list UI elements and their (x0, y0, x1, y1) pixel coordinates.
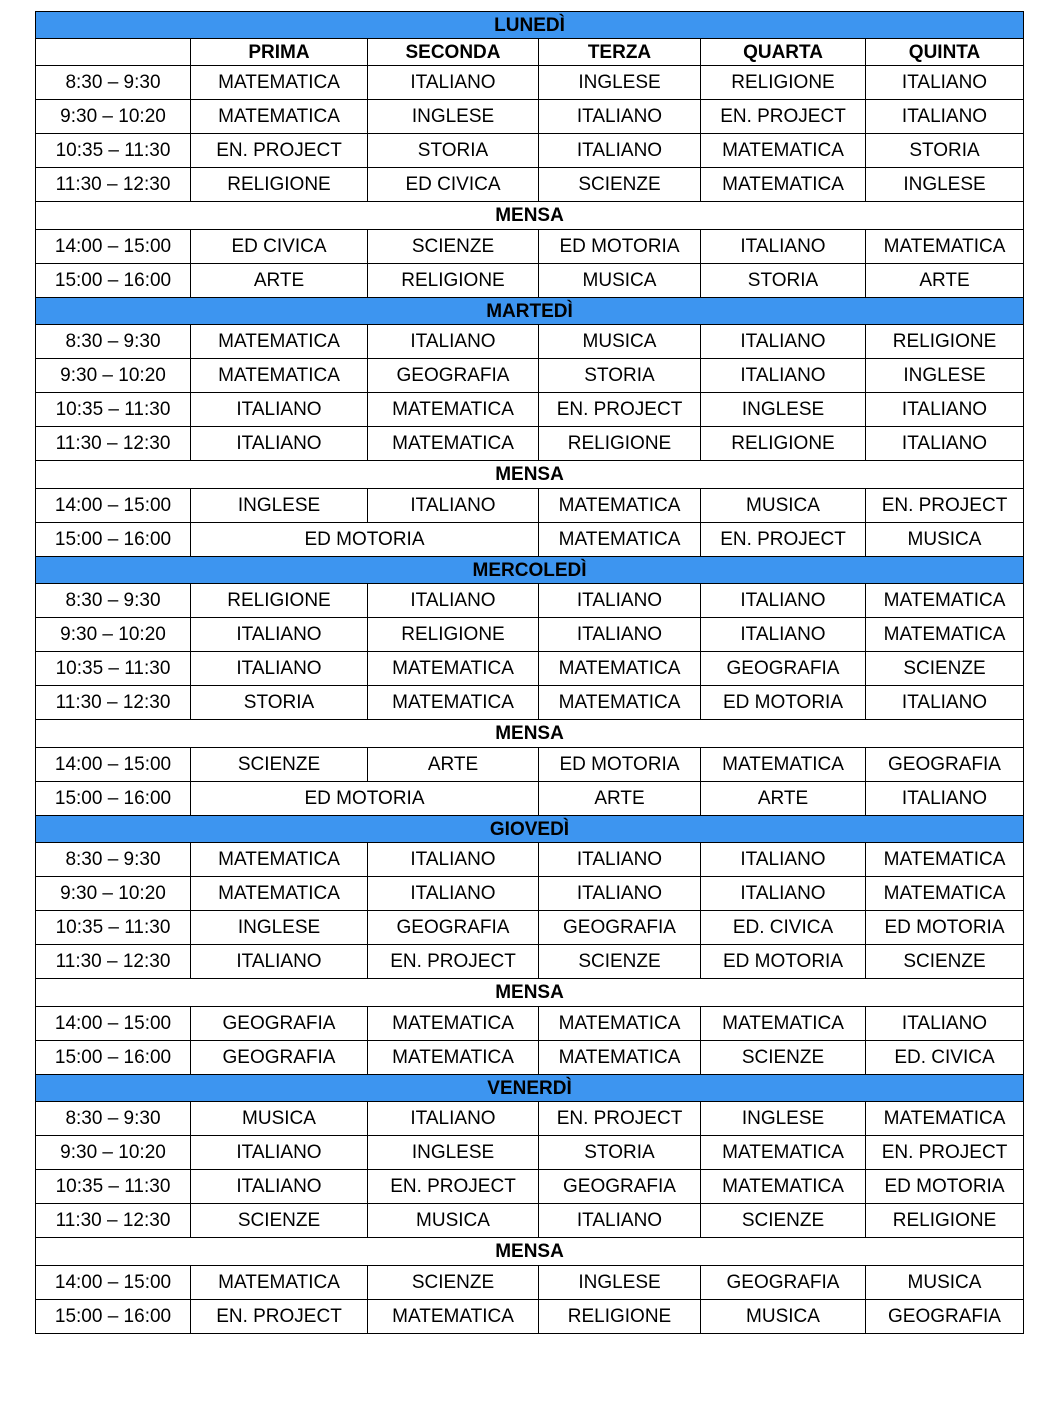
lesson-row (36, 1136, 1024, 1170)
lesson-row (36, 393, 1024, 427)
subject-cell: MATEMATICA (701, 168, 866, 202)
timetable-body (36, 12, 1024, 1334)
subject-cell: ITALIANO (701, 843, 866, 877)
subject-cell: ED MOTORIA (701, 945, 866, 979)
day-name: VENERDÌ (36, 1075, 1024, 1102)
lesson-row (36, 1204, 1024, 1238)
subject-cell: INGLESE (866, 168, 1024, 202)
lesson-row (36, 748, 1024, 782)
time-slot-cell: 10:35 – 11:30 (36, 652, 191, 686)
time-slot-cell: 8:30 – 9:30 (36, 325, 191, 359)
lesson-row (36, 100, 1024, 134)
lesson-row (36, 1102, 1024, 1136)
subject-cell: ITALIANO (368, 325, 539, 359)
mensa-label: MENSA (36, 202, 1024, 230)
subject-cell: GEOGRAFIA (539, 1170, 701, 1204)
subject-cell: GEOGRAFIA (701, 652, 866, 686)
subject-cell: ITALIANO (539, 584, 701, 618)
subject-cell: GEOGRAFIA (368, 359, 539, 393)
subject-cell: ED CIVICA (368, 168, 539, 202)
subject-cell: STORIA (866, 134, 1024, 168)
subject-cell: INGLESE (368, 100, 539, 134)
lesson-row (36, 652, 1024, 686)
weekly-timetable (35, 11, 1024, 1334)
subject-cell: ED. CIVICA (866, 1041, 1024, 1075)
subject-cell: ITALIANO (539, 877, 701, 911)
subject-cell: MATEMATICA (368, 393, 539, 427)
subject-cell: RELIGIONE (368, 264, 539, 298)
subject-cell: SCIENZE (866, 652, 1024, 686)
subject-cell: MATEMATICA (539, 686, 701, 720)
subject-cell: INGLESE (701, 393, 866, 427)
subject-cell: MATEMATICA (191, 843, 368, 877)
lesson-row (36, 945, 1024, 979)
subject-cell: ITALIANO (866, 100, 1024, 134)
subject-cell: MUSICA (539, 325, 701, 359)
subject-cell: ITALIANO (191, 427, 368, 461)
lesson-row (36, 168, 1024, 202)
mensa-label: MENSA (36, 1238, 1024, 1266)
subject-cell: MATEMATICA (539, 652, 701, 686)
day-header-row (36, 557, 1024, 584)
subject-cell: MATEMATICA (368, 1041, 539, 1075)
subject-cell: ITALIANO (539, 843, 701, 877)
subject-cell: MATEMATICA (368, 686, 539, 720)
subject-cell: ITALIANO (368, 843, 539, 877)
subject-cell: MATEMATICA (191, 877, 368, 911)
subject-cell: MATEMATICA (539, 523, 701, 557)
subject-cell: EN. PROJECT (539, 393, 701, 427)
time-slot-cell: 8:30 – 9:30 (36, 1102, 191, 1136)
subject-cell: ARTE (191, 264, 368, 298)
subject-cell: EN. PROJECT (368, 1170, 539, 1204)
lesson-row (36, 325, 1024, 359)
time-slot-cell: 14:00 – 15:00 (36, 489, 191, 523)
subject-cell: ARTE (539, 782, 701, 816)
subject-cell: MUSICA (866, 1266, 1024, 1300)
mensa-label: MENSA (36, 720, 1024, 748)
subject-cell: RELIGIONE (866, 1204, 1024, 1238)
subject-cell: GEOGRAFIA (191, 1041, 368, 1075)
subject-cell: ITALIANO (368, 584, 539, 618)
subject-cell: ED MOTORIA (701, 686, 866, 720)
time-slot-cell: 11:30 – 12:30 (36, 427, 191, 461)
time-slot-cell: 14:00 – 15:00 (36, 1266, 191, 1300)
subject-cell: ITALIANO (701, 877, 866, 911)
subject-cell: EN. PROJECT (701, 523, 866, 557)
subject-cell: GEOGRAFIA (701, 1266, 866, 1300)
subject-cell: MUSICA (368, 1204, 539, 1238)
day-header-row (36, 12, 1024, 39)
subject-cell: STORIA (539, 359, 701, 393)
time-slot-cell: 11:30 – 12:30 (36, 168, 191, 202)
subject-cell: MATEMATICA (701, 748, 866, 782)
lesson-row (36, 1170, 1024, 1204)
subject-cell: RELIGIONE (539, 1300, 701, 1334)
time-slot-cell: 14:00 – 15:00 (36, 1007, 191, 1041)
lunch-break-row (36, 202, 1024, 230)
subject-cell: SCIENZE (368, 230, 539, 264)
lesson-row (36, 134, 1024, 168)
subject-cell: ITALIANO (539, 618, 701, 652)
time-slot-cell: 11:30 – 12:30 (36, 945, 191, 979)
subject-cell: ED MOTORIA (191, 782, 539, 816)
lesson-row (36, 782, 1024, 816)
time-slot-cell: 8:30 – 9:30 (36, 66, 191, 100)
subject-cell: ITALIANO (701, 584, 866, 618)
subject-cell: STORIA (701, 264, 866, 298)
subject-cell: INGLESE (191, 489, 368, 523)
time-slot-cell: 14:00 – 15:00 (36, 748, 191, 782)
time-slot-cell: 8:30 – 9:30 (36, 843, 191, 877)
subject-cell: GEOGRAFIA (866, 1300, 1024, 1334)
subject-cell: MATEMATICA (866, 843, 1024, 877)
subject-cell: RELIGIONE (866, 325, 1024, 359)
subject-cell: MUSICA (701, 1300, 866, 1334)
subject-cell: EN. PROJECT (191, 1300, 368, 1334)
subject-cell: MATEMATICA (866, 584, 1024, 618)
lesson-row (36, 584, 1024, 618)
subject-cell: MATEMATICA (368, 1300, 539, 1334)
lesson-row (36, 359, 1024, 393)
subject-cell: INGLESE (701, 1102, 866, 1136)
class-header-cell: QUARTA (701, 39, 866, 66)
subject-cell: INGLESE (368, 1136, 539, 1170)
time-slot-cell: 15:00 – 16:00 (36, 782, 191, 816)
subject-cell: INGLESE (539, 1266, 701, 1300)
lunch-break-row (36, 1238, 1024, 1266)
subject-cell: RELIGIONE (368, 618, 539, 652)
lesson-row (36, 1007, 1024, 1041)
subject-cell: ITALIANO (866, 66, 1024, 100)
day-name: MERCOLEDÌ (36, 557, 1024, 584)
lesson-row (36, 264, 1024, 298)
subject-cell: ITALIANO (866, 393, 1024, 427)
subject-cell: ED MOTORIA (866, 1170, 1024, 1204)
time-slot-cell: 10:35 – 11:30 (36, 393, 191, 427)
time-header-cell (36, 39, 191, 66)
subject-cell: GEOGRAFIA (539, 911, 701, 945)
lesson-row (36, 66, 1024, 100)
lesson-row (36, 877, 1024, 911)
subject-cell: RELIGIONE (701, 427, 866, 461)
subject-cell: MATEMATICA (866, 230, 1024, 264)
lesson-row (36, 1266, 1024, 1300)
subject-cell: RELIGIONE (701, 66, 866, 100)
mensa-label: MENSA (36, 461, 1024, 489)
subject-cell: ITALIANO (701, 230, 866, 264)
subject-cell: SCIENZE (191, 1204, 368, 1238)
subject-cell: ITALIANO (539, 100, 701, 134)
subject-cell: MUSICA (539, 264, 701, 298)
subject-cell: ITALIANO (191, 618, 368, 652)
subject-cell: MATEMATICA (701, 1170, 866, 1204)
subject-cell: ITALIANO (866, 427, 1024, 461)
mensa-label: MENSA (36, 979, 1024, 1007)
lunch-break-row (36, 461, 1024, 489)
subject-cell: RELIGIONE (191, 168, 368, 202)
lesson-row (36, 427, 1024, 461)
subject-cell: STORIA (539, 1136, 701, 1170)
subject-cell: GEOGRAFIA (866, 748, 1024, 782)
subject-cell: INGLESE (539, 66, 701, 100)
subject-cell: MUSICA (191, 1102, 368, 1136)
subject-cell: EN. PROJECT (539, 1102, 701, 1136)
subject-cell: ARTE (701, 782, 866, 816)
time-slot-cell: 9:30 – 10:20 (36, 877, 191, 911)
subject-cell: MATEMATICA (368, 1007, 539, 1041)
lunch-break-row (36, 720, 1024, 748)
time-slot-cell: 10:35 – 11:30 (36, 1170, 191, 1204)
subject-cell: MATEMATICA (368, 427, 539, 461)
lesson-row (36, 686, 1024, 720)
subject-cell: ARTE (866, 264, 1024, 298)
subject-cell: RELIGIONE (539, 427, 701, 461)
time-slot-cell: 9:30 – 10:20 (36, 1136, 191, 1170)
subject-cell: MATEMATICA (191, 100, 368, 134)
subject-cell: EN. PROJECT (368, 945, 539, 979)
time-slot-cell: 9:30 – 10:20 (36, 359, 191, 393)
subject-cell: MATEMATICA (701, 1007, 866, 1041)
lesson-row (36, 523, 1024, 557)
subject-cell: EN. PROJECT (866, 489, 1024, 523)
subject-cell: ED CIVICA (191, 230, 368, 264)
subject-cell: SCIENZE (539, 168, 701, 202)
time-slot-cell: 15:00 – 16:00 (36, 264, 191, 298)
day-header-row (36, 298, 1024, 325)
subject-cell: SCIENZE (191, 748, 368, 782)
subject-cell: MATEMATICA (539, 1041, 701, 1075)
subject-cell: ED MOTORIA (539, 230, 701, 264)
subject-cell: ITALIANO (539, 134, 701, 168)
day-header-row (36, 1075, 1024, 1102)
class-header-cell: PRIMA (191, 39, 368, 66)
subject-cell: MATEMATICA (191, 1266, 368, 1300)
lesson-row (36, 843, 1024, 877)
subject-cell: EN. PROJECT (191, 134, 368, 168)
subject-cell: MATEMATICA (701, 134, 866, 168)
subject-cell: ITALIANO (701, 359, 866, 393)
subject-cell: INGLESE (866, 359, 1024, 393)
subject-cell: ED MOTORIA (539, 748, 701, 782)
subject-cell: MATEMATICA (866, 618, 1024, 652)
subject-cell: INGLESE (191, 911, 368, 945)
lesson-row (36, 489, 1024, 523)
time-slot-cell: 10:35 – 11:30 (36, 134, 191, 168)
lesson-row (36, 230, 1024, 264)
subject-cell: ARTE (368, 748, 539, 782)
subject-cell: SCIENZE (539, 945, 701, 979)
lunch-break-row (36, 979, 1024, 1007)
subject-cell: SCIENZE (368, 1266, 539, 1300)
time-slot-cell: 15:00 – 16:00 (36, 1041, 191, 1075)
day-name: MARTEDÌ (36, 298, 1024, 325)
lesson-row (36, 911, 1024, 945)
subject-cell: MATEMATICA (866, 877, 1024, 911)
subject-cell: SCIENZE (701, 1204, 866, 1238)
subject-cell: ITALIANO (368, 1102, 539, 1136)
subject-cell: ITALIANO (368, 489, 539, 523)
lesson-row (36, 1300, 1024, 1334)
subject-cell: MUSICA (701, 489, 866, 523)
subject-cell: ITALIANO (701, 325, 866, 359)
subject-cell: GEOGRAFIA (191, 1007, 368, 1041)
time-slot-cell: 9:30 – 10:20 (36, 100, 191, 134)
subject-cell: ITALIANO (866, 782, 1024, 816)
subject-cell: STORIA (368, 134, 539, 168)
subject-cell: ITALIANO (701, 618, 866, 652)
subject-cell: MATEMATICA (539, 1007, 701, 1041)
time-slot-cell: 11:30 – 12:30 (36, 1204, 191, 1238)
subject-cell: MATEMATICA (368, 652, 539, 686)
day-header-row (36, 816, 1024, 843)
subject-cell: MATEMATICA (866, 1102, 1024, 1136)
subject-cell: ITALIANO (191, 652, 368, 686)
subject-cell: RELIGIONE (191, 584, 368, 618)
class-header-row (36, 39, 1024, 66)
subject-cell: ITALIANO (866, 1007, 1024, 1041)
subject-cell: ITALIANO (368, 877, 539, 911)
time-slot-cell: 11:30 – 12:30 (36, 686, 191, 720)
time-slot-cell: 9:30 – 10:20 (36, 618, 191, 652)
class-header-cell: QUINTA (866, 39, 1024, 66)
subject-cell: EN. PROJECT (701, 100, 866, 134)
class-header-cell: SECONDA (368, 39, 539, 66)
subject-cell: MATEMATICA (191, 359, 368, 393)
subject-cell: MATEMATICA (191, 66, 368, 100)
lesson-row (36, 618, 1024, 652)
subject-cell: ITALIANO (368, 66, 539, 100)
time-slot-cell: 15:00 – 16:00 (36, 523, 191, 557)
subject-cell: MATEMATICA (539, 489, 701, 523)
subject-cell: SCIENZE (701, 1041, 866, 1075)
subject-cell: ITALIANO (191, 1170, 368, 1204)
time-slot-cell: 15:00 – 16:00 (36, 1300, 191, 1334)
subject-cell: MATEMATICA (191, 325, 368, 359)
lesson-row (36, 1041, 1024, 1075)
subject-cell: ITALIANO (191, 945, 368, 979)
subject-cell: MUSICA (866, 523, 1024, 557)
subject-cell: GEOGRAFIA (368, 911, 539, 945)
subject-cell: SCIENZE (866, 945, 1024, 979)
time-slot-cell: 14:00 – 15:00 (36, 230, 191, 264)
subject-cell: ITALIANO (191, 1136, 368, 1170)
subject-cell: ED. CIVICA (701, 911, 866, 945)
time-slot-cell: 10:35 – 11:30 (36, 911, 191, 945)
subject-cell: STORIA (191, 686, 368, 720)
subject-cell: ITALIANO (539, 1204, 701, 1238)
subject-cell: ITALIANO (191, 393, 368, 427)
subject-cell: EN. PROJECT (866, 1136, 1024, 1170)
day-name: GIOVEDÌ (36, 816, 1024, 843)
subject-cell: ED MOTORIA (191, 523, 539, 557)
time-slot-cell: 8:30 – 9:30 (36, 584, 191, 618)
subject-cell: ITALIANO (866, 686, 1024, 720)
subject-cell: MATEMATICA (701, 1136, 866, 1170)
subject-cell: ED MOTORIA (866, 911, 1024, 945)
class-header-cell: TERZA (539, 39, 701, 66)
day-name: LUNEDÌ (36, 12, 1024, 39)
